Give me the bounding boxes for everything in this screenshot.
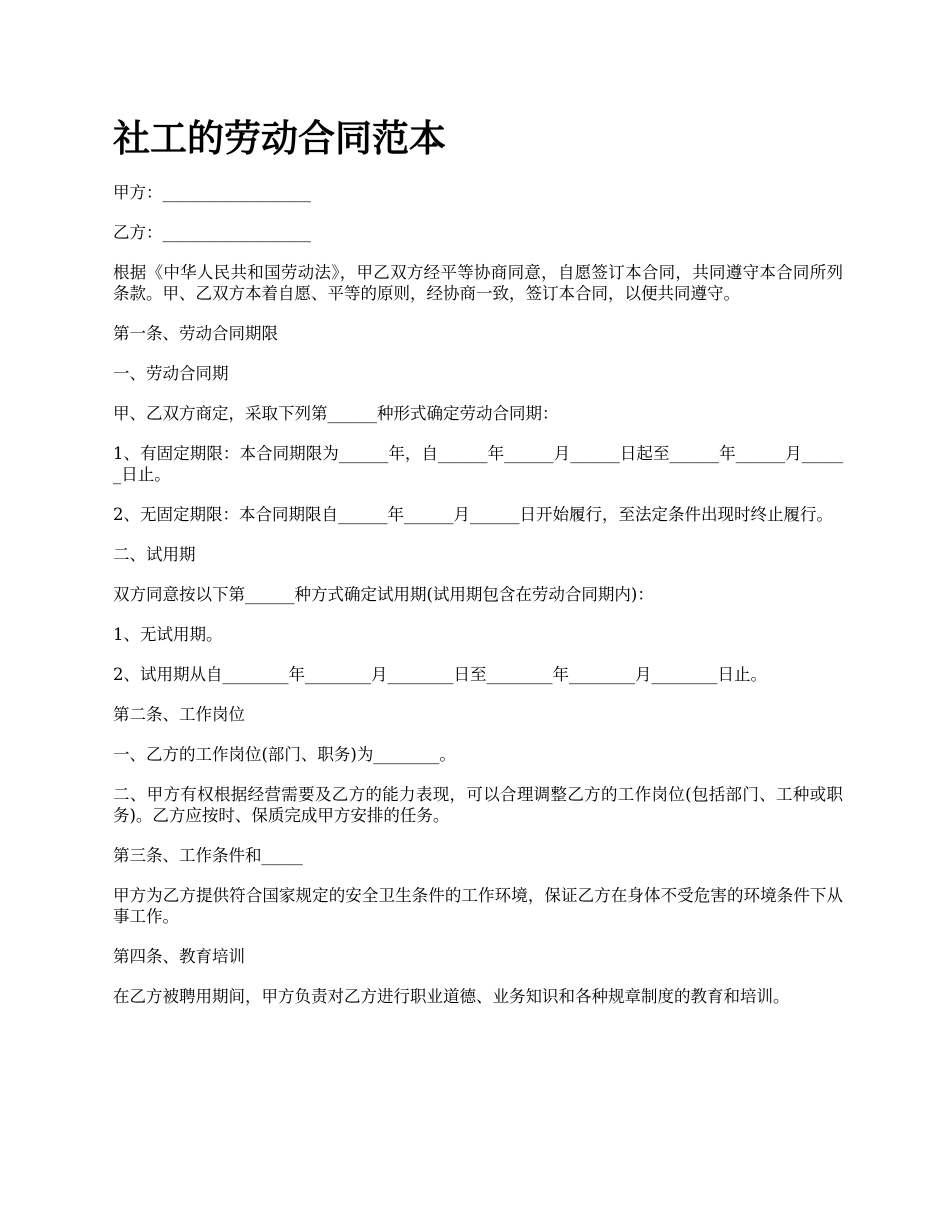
section-contract-term-heading: 一、劳动合同期 [113,364,229,383]
document-page [113,112,843,1026]
contract-term-form-paragraph: 甲、乙双方商定，采取下列第______种形式确定劳动合同期： [113,404,559,423]
probation-method-paragraph: 双方同意按以下第______种方式确定试用期(试用期包含在劳动合同期内)： [113,585,654,604]
preamble-paragraph: 根据《中华人民共和国劳动法》，甲乙双方经平等协商同意，自愿签订本合同，共同遵守本合同所列条款。甲、乙双方本着自愿、平等的原则，经协商一致，签订本合同，以便共同遵守。 [113,263,843,303]
job-position-paragraph: 一、乙方的工作岗位(部门、职务)为________。 [113,745,456,764]
section-probation-heading: 二、试用期 [113,545,196,564]
open-term-paragraph: 2、无固定期限：本合同期限自______年______月______日开始履行，至法定条件出现时终止履行。 [113,505,833,524]
no-probation-paragraph: 1、无试用期。 [113,625,223,644]
job-adjustment-paragraph: 二、甲方有权根据经营需要及乙方的能力表现，可以合理调整乙方的工作岗位(包括部门、工种或职务)。乙方应按时、保质完成甲方安排的任务。 [113,785,843,825]
party-b-line: 乙方：__________________ [113,223,311,242]
party-a-line: 甲方：__________________ [113,183,311,202]
fixed-term-paragraph: 1、有固定期限：本合同期限为______年，自______年______月______日起至______年______月______日止。 [113,444,843,484]
document-title: 社工的劳动合同范本 [113,116,446,160]
training-paragraph: 在乙方被聘用期间，甲方负责对乙方进行职业道德、业务知识和各种规章制度的教育和培训。 [113,987,790,1006]
article-3-heading: 第三条、工作条件和_____ [113,846,303,865]
article-1-heading: 第一条、劳动合同期限 [113,324,278,343]
probation-period-paragraph: 2、试用期从自________年________月________日至________年________月________日止。 [113,665,767,684]
article-2-heading: 第二条、工作岗位 [113,705,245,724]
article-4-heading: 第四条、教育培训 [113,947,245,966]
work-conditions-paragraph: 甲方为乙方提供符合国家规定的安全卫生条件的工作环境，保证乙方在身体不受危害的环境条件下从事工作。 [113,886,843,926]
